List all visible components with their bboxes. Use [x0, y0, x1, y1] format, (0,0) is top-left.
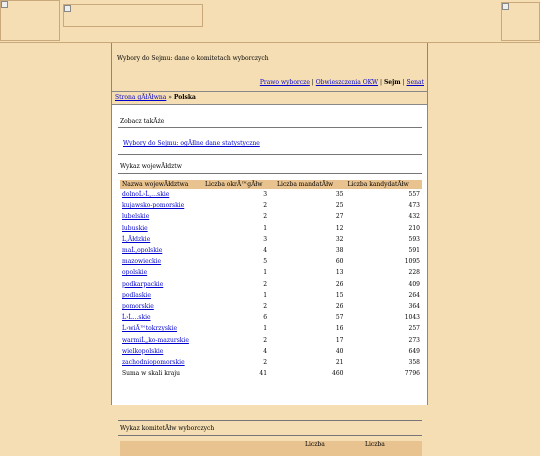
divider — [118, 173, 422, 174]
table-cell — [275, 312, 345, 323]
nav-link-prawo-wyborcze[interactable]: Prawo wyborcze — [259, 79, 310, 86]
table-cell — [345, 234, 422, 245]
kandydaci-cell: 364 — [408, 302, 420, 310]
table-cell — [275, 223, 345, 234]
table-cell — [275, 323, 345, 334]
table-cell — [345, 323, 422, 334]
table-cell — [203, 346, 275, 357]
kom-section-title: Wykaz komitetĂłw wyborczych — [120, 425, 215, 432]
total-cell: 460 — [332, 370, 344, 378]
table-cell — [120, 200, 203, 211]
divider — [118, 127, 422, 128]
table-cell — [203, 301, 275, 312]
table-cell — [345, 245, 422, 256]
col-header-liczba: Liczba — [365, 441, 385, 448]
table-cell — [203, 234, 275, 245]
woj-name-link[interactable]: Ĺ‚Ăłdzkie — [122, 235, 151, 243]
header-logo-right — [501, 2, 540, 41]
okregi-cell: 2 — [263, 213, 268, 221]
breadcrumb-separator: » — [168, 94, 172, 101]
table-cell — [120, 267, 203, 278]
table-cell — [120, 189, 203, 200]
table-row — [120, 234, 422, 245]
table-cell — [203, 323, 275, 334]
kandydaci-cell: 210 — [408, 224, 420, 232]
table-cell — [203, 211, 275, 222]
table-cell — [275, 357, 345, 368]
woj-table-header — [120, 180, 422, 189]
kandydaci-cell: 591 — [408, 247, 420, 255]
see-also-link[interactable]: Wybory do Sejmu: ogĂłlne dane statystyczne — [123, 140, 260, 147]
table-cell — [203, 256, 275, 267]
top-nav — [260, 79, 424, 86]
woj-section-title: Wykaz wojewĂłdztw — [120, 163, 182, 170]
mandaty-cell: 60 — [335, 258, 344, 266]
table-row — [120, 323, 422, 334]
table-cell — [120, 211, 203, 222]
nav-link-senat[interactable]: Senat — [406, 79, 424, 86]
table-cell — [345, 301, 422, 312]
table-cell — [275, 245, 345, 256]
table-cell — [120, 290, 203, 301]
table-cell — [275, 211, 345, 222]
table-cell — [120, 357, 203, 368]
table-cell — [120, 245, 203, 256]
woj-name-link[interactable]: lubelskie — [122, 213, 150, 221]
table-cell — [120, 223, 203, 234]
mandaty-cell: 15 — [335, 291, 344, 299]
kandydaci-cell: 432 — [408, 213, 420, 221]
okregi-cell: 6 — [263, 314, 268, 322]
woj-name-link[interactable]: dolnoĹ›Ĺ‚…skie — [122, 191, 170, 199]
table-cell — [120, 234, 203, 245]
table-cell — [345, 312, 422, 323]
broken-image-icon — [502, 3, 509, 10]
okregi-cell: 1 — [263, 269, 268, 277]
table-cell — [345, 279, 422, 290]
divider — [118, 154, 422, 155]
okregi-cell: 2 — [263, 202, 268, 210]
woj-name-link[interactable]: kujawsko-pomorskie — [122, 202, 185, 210]
kandydaci-cell: 557 — [408, 191, 420, 199]
main-frame — [111, 43, 428, 448]
table-cell — [203, 200, 275, 211]
table-total-row — [120, 368, 422, 379]
divider — [118, 435, 422, 436]
breadcrumb-current: Polska — [173, 94, 196, 101]
okregi-cell: 1 — [263, 291, 268, 299]
total-cell: Suma w skali kraju — [122, 370, 181, 378]
table-cell — [120, 323, 203, 334]
table-cell — [275, 346, 345, 357]
kandydaci-cell: 1043 — [404, 314, 420, 322]
mandaty-cell: 17 — [335, 336, 344, 344]
table-cell — [203, 334, 275, 345]
table-cell — [203, 223, 275, 234]
col-header-nazwa: Nazwa wojewĂłdztwa — [120, 180, 203, 189]
table-cell — [203, 189, 275, 200]
okregi-cell: 2 — [263, 336, 268, 344]
mandaty-cell: 32 — [335, 235, 344, 243]
table-cell — [203, 357, 275, 368]
kandydaci-cell: 649 — [408, 347, 420, 355]
breadcrumb-bar — [112, 92, 427, 105]
table-cell — [120, 312, 203, 323]
table-cell — [345, 211, 422, 222]
mandaty-cell: 21 — [335, 358, 344, 366]
kandydaci-cell: 273 — [408, 336, 420, 344]
content-panel — [112, 105, 427, 448]
woj-table — [120, 180, 422, 379]
mandaty-cell: 25 — [335, 202, 344, 210]
woj-name-link[interactable]: podlaskie — [122, 291, 151, 299]
table-cell — [120, 301, 203, 312]
col-header-kandydaci: Liczba kandydatĂłw — [345, 180, 422, 189]
table-cell — [345, 334, 422, 345]
table-cell — [345, 346, 422, 357]
kom-table-header — [120, 441, 422, 456]
col-header-mandaty: Liczba mandatĂłw — [275, 180, 345, 189]
table-cell — [120, 334, 203, 345]
table-row — [120, 189, 422, 200]
mandaty-cell: 26 — [335, 302, 344, 310]
woj-name-link[interactable]: Ĺ›Ĺ…skie — [122, 314, 151, 322]
table-row — [120, 211, 422, 222]
table-cell — [120, 346, 203, 357]
page-title: Wybory do Sejmu: dane o komitetach wyborczych — [117, 55, 269, 62]
table-row — [120, 334, 422, 345]
header-banner — [63, 4, 203, 27]
woj-name-link[interactable]: Ĺ›wiĂ™tokrzyskie — [122, 325, 178, 333]
table-cell — [203, 290, 275, 301]
table-cell — [203, 267, 275, 278]
table-row — [120, 256, 422, 267]
table-cell — [275, 301, 345, 312]
nav-link-obwieszczenia[interactable]: Obwieszczenia OKW — [315, 79, 379, 86]
divider — [118, 420, 422, 421]
mandaty-cell: 57 — [335, 314, 344, 322]
mandaty-cell: 40 — [335, 347, 344, 355]
kandydaci-cell: 593 — [408, 235, 420, 243]
kandydaci-cell: 473 — [408, 202, 420, 210]
table-row — [120, 301, 422, 312]
table-row — [120, 290, 422, 301]
mandaty-cell: 16 — [335, 325, 344, 333]
mandaty-cell: 12 — [335, 224, 344, 232]
total-cell: 41 — [259, 370, 268, 378]
okregi-cell: 3 — [263, 191, 268, 199]
kandydaci-cell: 228 — [408, 269, 420, 277]
woj-name-link[interactable]: wielkopolskie — [122, 347, 164, 355]
woj-name-link[interactable]: lubuskie — [122, 224, 148, 232]
woj-name-link[interactable]: warmiĹ„ko-mazurskie — [122, 336, 189, 344]
woj-name-link[interactable]: podkarpackie — [122, 280, 164, 288]
table-cell — [345, 357, 422, 368]
table-row — [120, 267, 422, 278]
see-also-heading: Zobacz takĂże — [120, 118, 165, 125]
table-row — [120, 279, 422, 290]
table-cell — [345, 189, 422, 200]
breadcrumb — [115, 94, 196, 101]
kandydaci-cell: 409 — [408, 280, 420, 288]
table-row — [120, 346, 422, 357]
mandaty-cell: 13 — [335, 269, 344, 277]
table-cell — [275, 234, 345, 245]
okregi-cell: 4 — [263, 247, 268, 255]
table-cell — [345, 267, 422, 278]
okregi-cell: 2 — [263, 280, 268, 288]
col-header-liczba: Liczba — [305, 441, 325, 448]
nav-separator: | — [402, 79, 405, 86]
okregi-cell: 2 — [263, 302, 268, 310]
table-cell — [120, 256, 203, 267]
table-cell — [275, 200, 345, 211]
table-row — [120, 312, 422, 323]
woj-name-link[interactable]: maĹ‚opolskie — [122, 247, 163, 255]
kandydaci-cell: 257 — [408, 325, 420, 333]
table-cell — [275, 256, 345, 267]
kandydaci-cell: 1095 — [404, 258, 420, 266]
mandaty-cell: 35 — [335, 191, 344, 199]
okregi-cell: 2 — [263, 358, 268, 366]
broken-image-icon — [64, 5, 71, 12]
broken-image-icon — [1, 1, 8, 8]
table-cell — [120, 279, 203, 290]
woj-name-link[interactable]: pomorskie — [122, 302, 154, 310]
nav-separator: | — [311, 79, 314, 86]
woj-name-link[interactable]: mazowieckie — [122, 258, 162, 266]
table-cell — [203, 279, 275, 290]
okregi-cell: 1 — [263, 325, 268, 333]
table-row — [120, 245, 422, 256]
header-logo-left — [0, 0, 60, 41]
okregi-cell: 1 — [263, 224, 268, 232]
table-cell — [275, 189, 345, 200]
mandaty-cell: 38 — [335, 247, 344, 255]
table-row — [120, 200, 422, 211]
table-cell — [275, 290, 345, 301]
table-cell — [345, 290, 422, 301]
table-cell — [203, 245, 275, 256]
table-cell — [275, 279, 345, 290]
table-cell — [345, 256, 422, 267]
nav-separator: | — [379, 79, 383, 86]
woj-name-link[interactable]: zachodniopomorskie — [122, 358, 185, 366]
table-cell — [275, 334, 345, 345]
table-cell — [203, 312, 275, 323]
woj-name-link[interactable]: opolskie — [122, 269, 148, 277]
kandydaci-cell: 264 — [408, 291, 420, 299]
title-panel — [112, 43, 427, 92]
col-header-okregi: Liczba okrĂ™gĂłw — [203, 180, 275, 189]
table-cell — [345, 223, 422, 234]
okregi-cell: 5 — [263, 258, 268, 266]
okregi-cell: 4 — [263, 347, 268, 355]
table-cell — [345, 200, 422, 211]
kandydaci-cell: 358 — [408, 358, 420, 366]
nav-current-sejm: Sejm — [383, 79, 401, 86]
breadcrumb-home-link[interactable]: Strona gĂłĂłwna — [115, 94, 167, 101]
mandaty-cell: 26 — [335, 280, 344, 288]
table-cell — [275, 267, 345, 278]
table-row — [120, 357, 422, 368]
okregi-cell: 3 — [263, 235, 268, 243]
mandaty-cell: 27 — [335, 213, 344, 221]
table-row — [120, 223, 422, 234]
total-cell: 7796 — [404, 370, 420, 378]
